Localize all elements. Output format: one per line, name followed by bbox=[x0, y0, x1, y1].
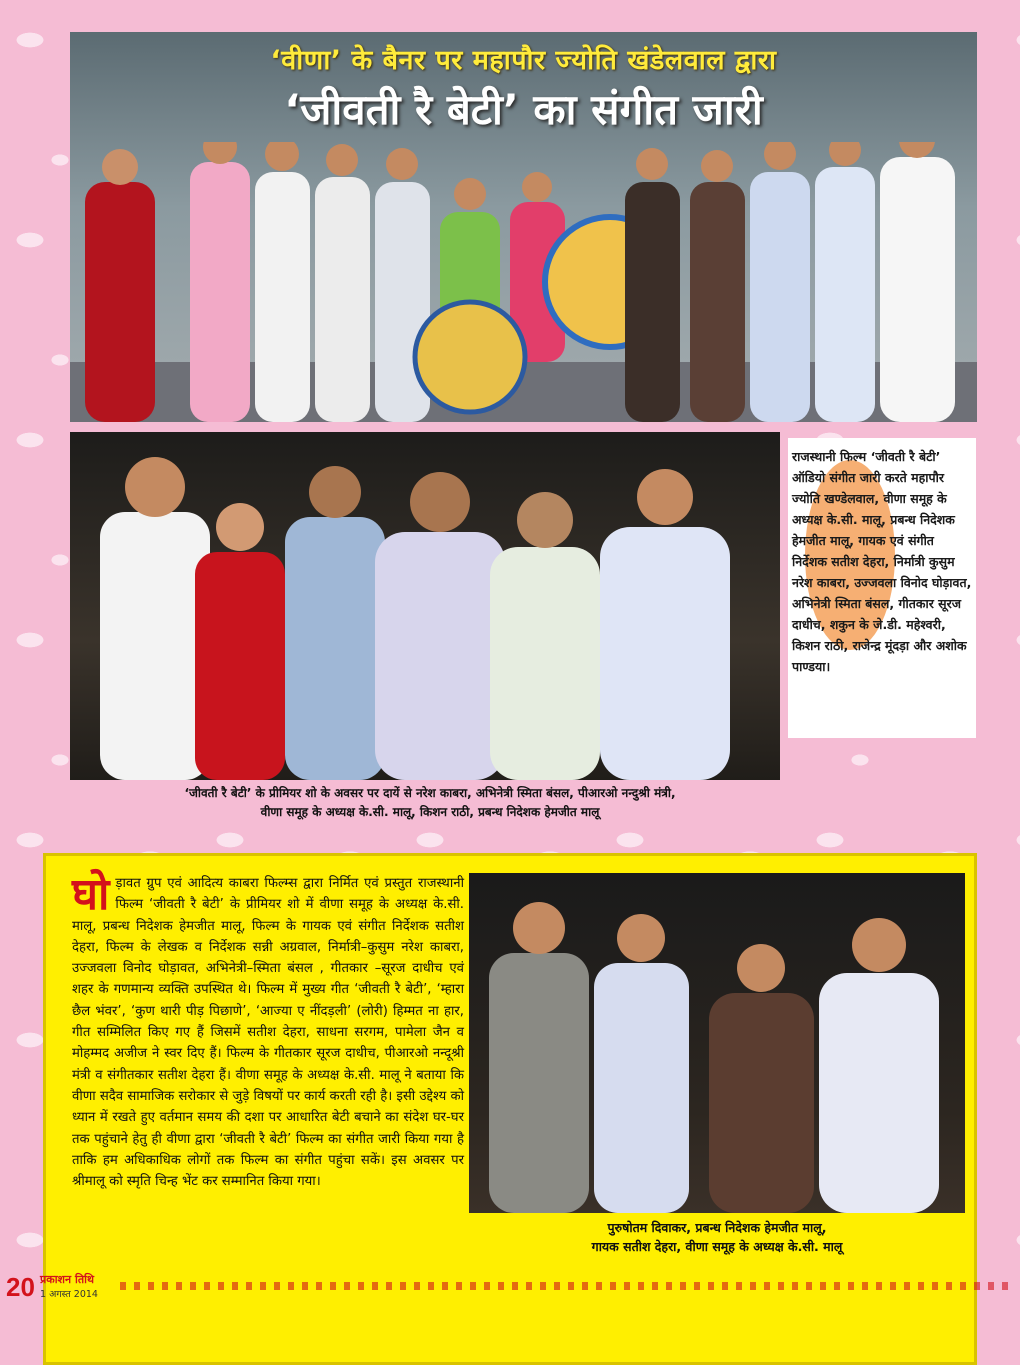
article-body bbox=[72, 869, 464, 1192]
side-caption: राजस्थानी फिल्म ‘जीवती रै बेटी’ ऑडियो संगीत जारी करते महापौर ज्योति खण्डेलवाल, वीणा समूह के अध्यक्ष के.सी. मालू, प्रबन्ध निदेशक हेमजीत मालू, गायक एवं संगीत निर्देशक सतीश देहरा, निर्मात्री कुसुम नरेश काबरा, उज्जवला विनोद घोड़ावत, अभिनेत्री स्मिता बंसल, गीतकार सूरज दाधीच, शकुन के जे.डी. महेश्वरी, किशन राठी, राजेन्द्र मूंदड़ा और अशोक पाण्डया। bbox=[792, 449, 972, 674]
article-dropcap: घो bbox=[72, 869, 110, 920]
premiere-caption-line-1: ‘जीवती रै बेटी’ के प्रीमियर शो के अवसर पर दायें से नरेश काबरा, अभिनेत्री स्मिता बंसल, पीआरओ नन्दुश्री मंत्री, bbox=[184, 786, 676, 800]
article-text: ड़ावत ग्रुप एवं आदित्य काबरा फिल्म्स द्वारा निर्मित एवं प्रस्तुत राजस्थानी फिल्म ‘जीवती रै बेटी’ के प्रीमियर शो में वीणा समूह के अध्यक्ष के.सी. मालू, प्रबन्ध निदेशक हेमजीत मालू, फिल्म के गायक एवं संगीत निर्देशक सतीश देहरा, फिल्म के लेखक व निर्देशक सन्नी अग्रवाल, निर्मात्री–कुसुम नरेश काबरा, उज्जवला विनोद घोड़ावत, अभिनेत्री–स्मिता बंसल , गीतकार –सूरज दाधीच एवं शहर के गणमान्य व्यक्ति उपस्थित थे। फिल्म में मुख्य गीत ‘जीवती रै बेटी’, ‘म्हारा छैल भंवर’, ‘कुण थारी पीड़ पिछाणे’, ‘आज्या ए नींदड़ली’ (लोरी) हिम्मत ना हार, गीत सम्मिलित किए गए हैं जिसमें सतीश देहरा, साधना सरगम, पामेला जैन व मोहम्मद अजीज ने स्वर दिए हैं। फिल्म के गीतकार सूरज दाधीच, पीआरओ नन्दूश्री मंत्री व संगीतकार सतीश देहरा हैं। वीणा समूह के अध्यक्ष के.सी. मालू ने बताया कि वीणा सदैव सामाजिक सरोकार से जुड़े विषयों पर कार्य करती रही है। इसी उद्देश्य को ध्यान में रखते हुए वर्तमान समय की दशा पर आधारित बेटी बचाने का संदेश घर-घर तक पहुंचाने हेतु ही वीणा द्वारा ‘जीवती रै बेटी’ फिल्म का संगीत जारी किया गया है ताकि हम अधिकाधिक लोगों तक फिल्म का संगीत पहुंचा सकें। इस अवसर पर श्रीमालू को स्मृति चिन्ह भेंट कर सम्मानित किया गया। bbox=[72, 876, 464, 1190]
publication-label: प्रकाशन तिथि bbox=[40, 1273, 94, 1286]
bottom-group-illustration bbox=[469, 873, 965, 1213]
publication-date: 1 अगस्त 2014 bbox=[40, 1289, 98, 1300]
bottom-group-photo bbox=[469, 873, 965, 1213]
footer-ornament bbox=[120, 1282, 1010, 1290]
page-number: 20 bbox=[6, 1272, 35, 1302]
group-illustration bbox=[70, 432, 780, 780]
premiere-photo-caption bbox=[120, 784, 740, 822]
bottom-caption-line-1: पुरुषोतम दिवाकर, प्रबन्ध निदेशक हेमजीत मालू, bbox=[607, 1220, 827, 1235]
headline-line-2: ‘जीवती रै बेटी’ का संगीत जारी bbox=[284, 85, 763, 134]
bottom-photo-caption bbox=[469, 1218, 965, 1256]
headline-line-1: ‘वीणा’ के बैनर पर महापौर ज्योति खंडेलवाल द्वारा bbox=[270, 45, 777, 76]
top-event-photo bbox=[70, 32, 977, 422]
bottom-caption-line-2: गायक सतीश देहरा, वीणा समूह के अध्यक्ष के.सी. मालू bbox=[591, 1239, 843, 1254]
premiere-caption-line-2: वीणा समूह के अध्यक्ष के.सी. मालू, किशन राठी, प्रबन्ध निदेशक हेमजीत मालू bbox=[260, 805, 600, 819]
premiere-group-photo bbox=[70, 432, 780, 780]
crowd-illustration bbox=[70, 142, 977, 422]
